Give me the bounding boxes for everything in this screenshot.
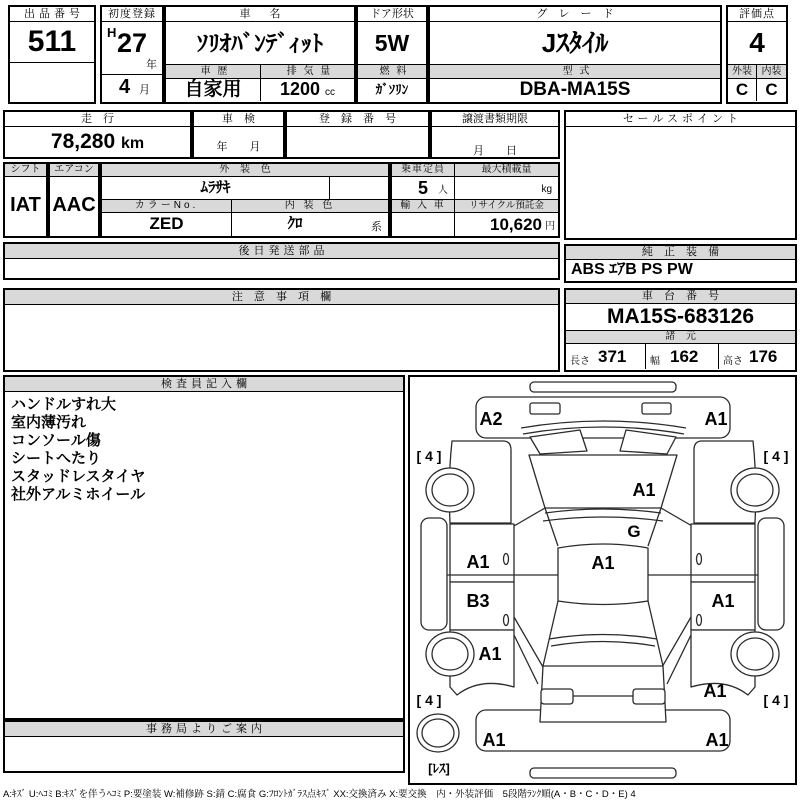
office-header: 事務局よりご案内 xyxy=(5,722,403,737)
exterior-grade-cell xyxy=(728,65,757,101)
wheel-front-left-inner xyxy=(432,474,468,506)
mark-tire-rear-right: [ 4 ] xyxy=(763,692,789,708)
year-unit-label: 年 xyxy=(146,59,157,71)
score-box xyxy=(726,5,788,104)
shift-value: IAT xyxy=(10,194,41,216)
fuel-value: ｶﾞｿﾘﾝ xyxy=(375,82,409,97)
caution-box xyxy=(3,288,560,372)
cowl-arc-2 xyxy=(543,517,663,521)
inspector-note-line: シートへたり xyxy=(11,450,102,467)
first-registration-year-cell xyxy=(102,22,162,75)
lot-number-value: 511 xyxy=(10,22,94,63)
length-label: 長さ xyxy=(570,356,590,367)
payload-cell xyxy=(455,177,558,199)
history-cell xyxy=(166,65,261,101)
inspector-note-line: コンソール傷 xyxy=(11,432,101,449)
exterior-grade-value: C xyxy=(735,80,749,99)
mark-door-rear-right: A1 xyxy=(711,591,735,611)
month-unit-label: 月 xyxy=(139,84,150,96)
score-header: 評価点 xyxy=(728,7,786,22)
a-pillar-lines xyxy=(514,508,692,546)
height-cell xyxy=(719,344,795,369)
lot-number-box xyxy=(8,5,96,104)
aircon-header: エアコン xyxy=(50,164,98,177)
history-header: 車 歴 xyxy=(166,65,260,79)
fuel-header: 燃 料 xyxy=(358,65,426,79)
front-right-door xyxy=(691,524,755,582)
mileage-value xyxy=(5,127,190,158)
displacement-cell xyxy=(261,65,354,101)
inspector-note-line: 室内薄汚れ xyxy=(11,414,87,431)
door-handle-fr xyxy=(697,554,702,565)
history-value: 自家用 xyxy=(184,79,242,100)
transfer-deadline-box xyxy=(430,110,560,159)
specs-header: 諸 元 xyxy=(566,331,795,344)
cowl-arc-1 xyxy=(545,509,661,513)
displacement-number: 1200 xyxy=(279,79,321,99)
mark-windshield: G xyxy=(627,522,641,541)
car-name-header: 車 名 xyxy=(166,7,354,22)
inspector-header: 検査員記入欄 xyxy=(5,377,403,392)
mark-quarter-left: A1 xyxy=(478,644,502,664)
recycle-deposit-unit: 円 xyxy=(545,221,555,232)
door-shape-header: ドア形状 xyxy=(358,7,426,22)
shaken-box xyxy=(192,110,285,159)
score-value: 4 xyxy=(728,22,786,65)
diagram-box xyxy=(408,375,797,785)
left-rocker-panel xyxy=(421,518,447,630)
office-box xyxy=(3,720,405,773)
interior-color-suffix: 系 xyxy=(371,221,382,233)
exterior-color-empty-cell xyxy=(330,177,388,199)
rear-trim-strip xyxy=(530,768,676,778)
mark-door-front-left: A1 xyxy=(466,552,490,572)
shift-header: シフト xyxy=(5,164,46,177)
payload-unit: kg xyxy=(541,184,552,195)
mark-tire-front-right: [ 4 ] xyxy=(763,448,789,464)
first-registration-month-cell xyxy=(102,75,162,101)
height-value: 176 xyxy=(749,347,778,366)
displacement-header: 排 気 量 xyxy=(261,65,354,79)
length-cell xyxy=(566,344,646,369)
door-shape-box xyxy=(356,5,428,104)
model-code-value: DBA-MA15S xyxy=(519,79,631,100)
displacement-value xyxy=(261,79,354,103)
first-registration-header: 初度登録 xyxy=(102,7,162,22)
legend: A:ｷｽﾞ U:ﾍｺﾐ B:ｷｽﾞを伴うﾍｺﾐ P:要塗装 W:補修跡 S:錆 C:腐食 G:ﾌﾛﾝﾄｶﾞﾗｽ点ｷｽﾞ XX:交換済み X:要交換 内・外装評価 5段階ﾗﾝｸ順(A・B・C・D・E) 4 xyxy=(3,789,636,800)
mark-tire-front-left: [ 4 ] xyxy=(416,448,442,464)
chassis-value: MA15S-683126 xyxy=(566,304,795,331)
capacity-header: 乗車定員 xyxy=(392,164,455,176)
mark-door-rear-left: B3 xyxy=(466,591,490,611)
interior-color-cell xyxy=(232,213,388,236)
front-bumper xyxy=(476,397,730,438)
color-no-value: ZED xyxy=(102,213,232,236)
interior-color-value: ｸﾛ xyxy=(287,215,303,232)
interior-grade-value: C xyxy=(765,80,778,99)
inspector-note-line: ハンドルすれ大 xyxy=(11,396,117,413)
caution-header: 注 意 事 項 欄 xyxy=(5,290,558,305)
mark-spare-tire: [ﾚｽ] xyxy=(428,761,450,776)
car-name-value: ｿﾘｵﾊﾞﾝﾃﾞｨｯﾄ xyxy=(166,22,354,65)
width-cell xyxy=(646,344,719,369)
door-handle-rr xyxy=(697,615,702,626)
grade-header: グ レ ー ド xyxy=(430,7,720,22)
inspector-note-line: スタッドレスタイヤ xyxy=(11,468,146,485)
mark-roof: A1 xyxy=(591,553,615,573)
capacity-unit: 人 xyxy=(438,185,448,196)
door-handle-rl xyxy=(504,615,509,626)
front-bumper-vent-right xyxy=(642,403,671,414)
shaken-header: 車 検 xyxy=(194,112,283,127)
reg-year-value: 27 xyxy=(117,28,148,58)
interior-grade-header: 内装 xyxy=(757,65,786,79)
car-name-box xyxy=(164,5,356,104)
width-value: 162 xyxy=(670,347,699,366)
capacity-value: 5 xyxy=(418,178,429,198)
shift-box xyxy=(3,162,48,238)
mileage-header: 走 行 xyxy=(5,112,190,127)
displacement-unit: cc xyxy=(325,87,336,98)
aircon-value: AAC xyxy=(52,194,96,216)
mark-rear-bumper-right: A1 xyxy=(705,730,729,750)
wheel-front-right-inner xyxy=(737,474,773,506)
equipment-box xyxy=(564,244,797,283)
front-bumper-vent-left xyxy=(530,403,560,414)
model-code-header: 型 式 xyxy=(430,65,720,79)
width-label: 幅 xyxy=(650,356,660,367)
first-registration-box xyxy=(100,5,164,104)
grade-box xyxy=(428,5,722,104)
lot-number-header: 出品番号 xyxy=(10,7,94,22)
mileage-unit: km xyxy=(120,135,145,152)
capacity-cell xyxy=(392,177,455,199)
registration-number-box xyxy=(285,110,430,159)
wheel-rear-right-inner xyxy=(737,638,773,670)
chassis-header: 車 台 番 号 xyxy=(566,290,795,304)
rear-window-arcs xyxy=(549,635,657,647)
aircon-box xyxy=(48,162,100,238)
interior-color-header: 内 装 色 xyxy=(232,200,388,212)
mark-hood: A1 xyxy=(632,480,656,500)
shaken-placeholder: 年 月 xyxy=(216,141,261,153)
payload-header: 最大積載量 xyxy=(455,164,558,176)
color-block xyxy=(100,162,390,238)
spare-tire-inner xyxy=(422,719,454,747)
inspector-note-line: 社外アルミホイール xyxy=(11,486,146,503)
chassis-box xyxy=(564,288,797,372)
transfer-deadline-placeholder: 月 日 xyxy=(473,145,517,157)
later-parts-box xyxy=(3,242,560,280)
front-trim-strip xyxy=(530,382,676,392)
exterior-color-value: ﾑﾗｻｷ xyxy=(102,177,330,199)
taillight-left xyxy=(541,689,573,704)
mark-quarter-right: A1 xyxy=(703,681,727,701)
taillight-right xyxy=(633,689,665,704)
door-handle-fl xyxy=(504,554,509,565)
right-rocker-panel xyxy=(758,518,784,630)
wheel-rear-left-inner xyxy=(432,638,468,670)
sales-point-box xyxy=(564,110,797,240)
recycle-deposit-value: 10,620 xyxy=(490,215,542,234)
car-diagram-svg xyxy=(410,377,795,783)
mileage-number: 78,280 xyxy=(50,130,116,153)
mileage-box xyxy=(3,110,192,159)
later-parts-header: 後日発送部品 xyxy=(5,244,558,259)
car-outline xyxy=(417,382,784,778)
mark-front-bumper-right: A1 xyxy=(704,409,728,429)
c-pillar-lines xyxy=(543,601,663,666)
mark-tire-rear-left: [ 4 ] xyxy=(416,692,442,708)
sales-point-header: セールスポイント xyxy=(566,112,795,127)
capacity-block xyxy=(390,162,560,238)
exterior-grade-header: 外装 xyxy=(728,65,756,79)
interior-grade-cell xyxy=(757,65,786,101)
registration-number-header: 登 録 番 号 xyxy=(287,112,428,127)
import-header: 輸 入 車 xyxy=(392,200,455,212)
inspector-notes xyxy=(5,392,403,508)
color-no-header: カラーNo. xyxy=(102,200,232,212)
mark-front-bumper-left: A2 xyxy=(479,409,503,429)
grade-value: Jｽﾀｲﾙ xyxy=(430,22,720,65)
transfer-deadline-header: 譲渡書類期限 xyxy=(432,112,558,127)
recycle-deposit-cell xyxy=(455,213,558,236)
equipment-value: ABS ｴｱB PS PW xyxy=(571,261,693,278)
era-label: H xyxy=(107,25,117,40)
height-label: 高さ xyxy=(723,356,743,367)
length-value: 371 xyxy=(598,347,627,366)
mark-rear-bumper-left: A1 xyxy=(482,730,506,750)
door-shape-value: 5W xyxy=(358,22,426,65)
reg-month-value: 4 xyxy=(119,76,131,98)
recycle-deposit-header: リサイクル預託金 xyxy=(455,200,558,212)
import-cell xyxy=(392,213,455,236)
inspector-box xyxy=(3,375,405,720)
equipment-header: 純 正 装 備 xyxy=(566,246,795,260)
exterior-color-header: 外 装 色 xyxy=(102,164,388,177)
